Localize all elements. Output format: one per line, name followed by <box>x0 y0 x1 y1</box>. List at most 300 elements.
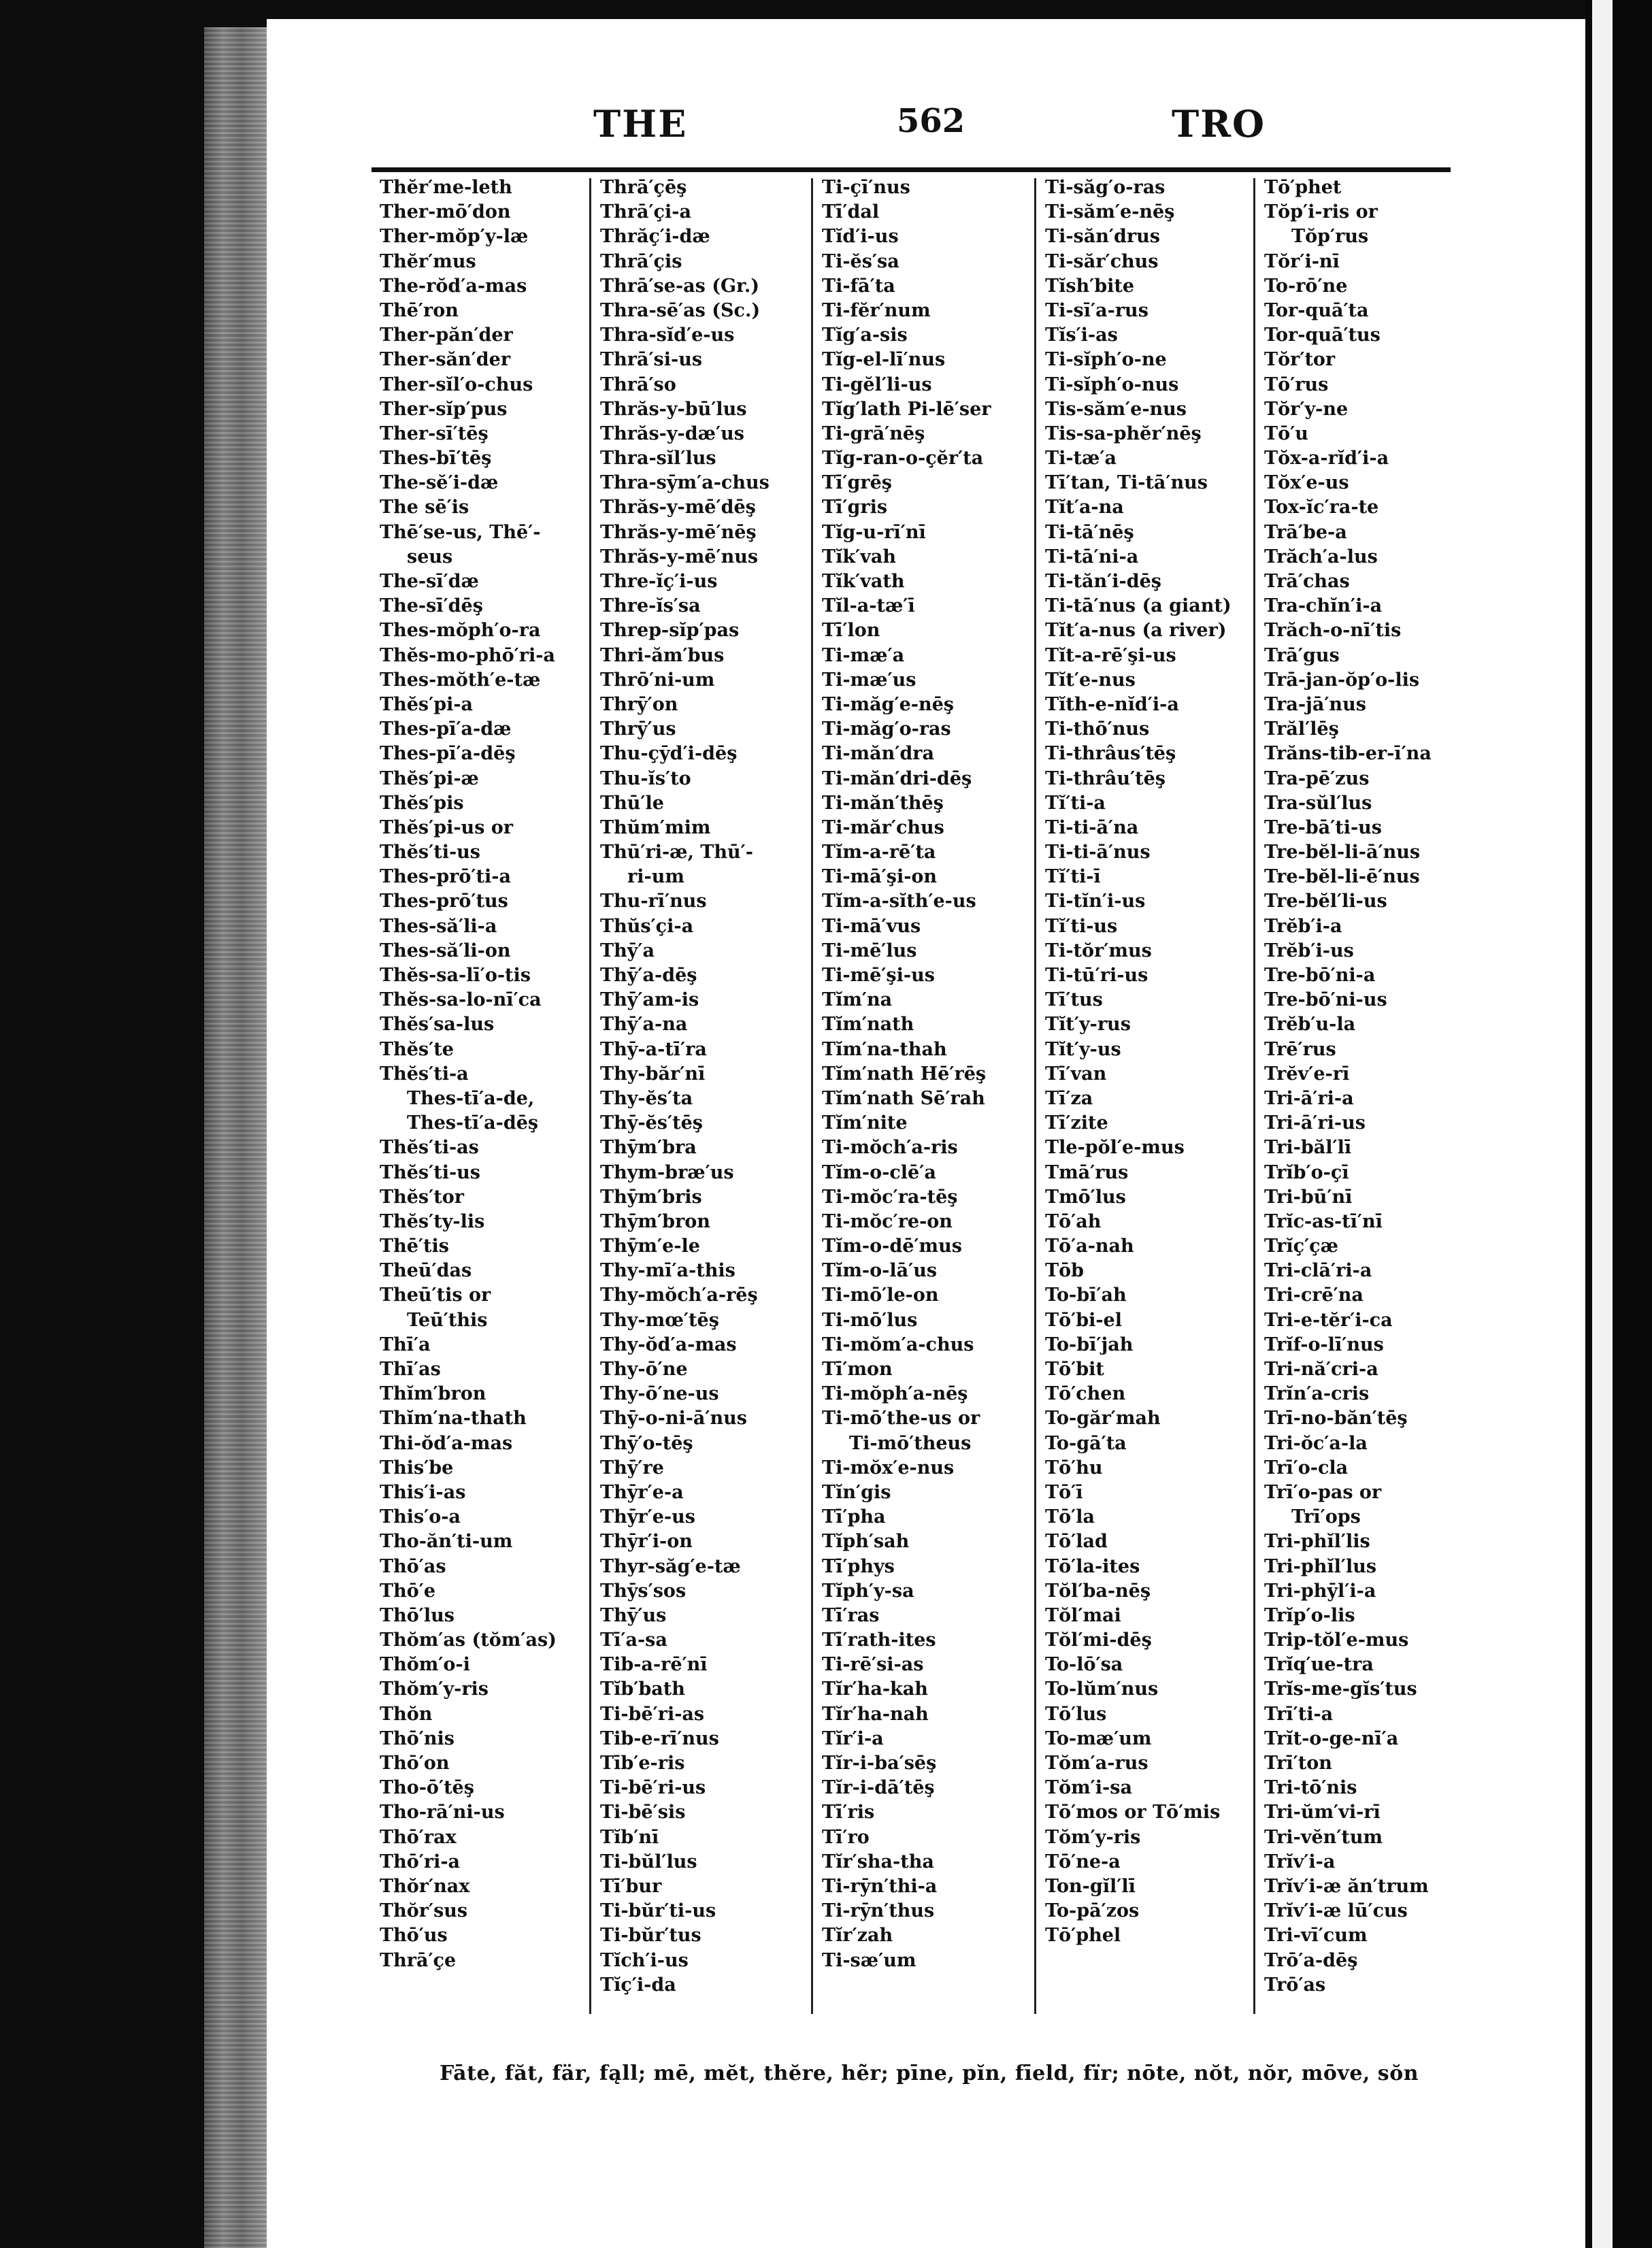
dictionary-entry: Tŏl′ba-nēş <box>1045 1580 1151 1602</box>
dictionary-entry: Ti-bē′ri-as <box>600 1703 705 1725</box>
dictionary-entry: Thyr-săg′e-tæ <box>600 1555 741 1577</box>
dictionary-entry: Thĕr′me-leth <box>380 177 512 198</box>
right-guide-word: TRO <box>1172 102 1266 146</box>
dictionary-entry: Tĭk′vath <box>822 571 905 592</box>
dictionary-entry: Ti-săg′o-ras <box>1045 177 1166 198</box>
dictionary-entry: Tō′phet <box>1264 177 1342 198</box>
dictionary-entry: Trĕb′u-la <box>1264 1014 1356 1036</box>
dictionary-entry: Tī′grēş <box>822 472 892 494</box>
dictionary-entry: Ther-mŏp′y-læ <box>380 226 529 248</box>
dictionary-entry: Tor-quā′ta <box>1264 299 1369 321</box>
dictionary-entry: Tor-quā′tus <box>1264 325 1381 346</box>
dictionary-entry: Tŏp′i-ris or <box>1264 201 1378 223</box>
dictionary-entry: Tī′mon <box>822 1359 893 1380</box>
dictionary-entry: Ti-măn′dri-dēş <box>822 767 972 789</box>
dictionary-entry: Tŏl′mai <box>1045 1604 1121 1626</box>
dictionary-entry: Thȳm′bron <box>600 1210 710 1232</box>
dictionary-entry: Thȳ′a-na <box>600 1014 688 1036</box>
dictionary-entry: Thȳ-ĕs′tēş <box>600 1112 703 1134</box>
dictionary-entry: Thre-ĭç′i-us <box>600 571 718 592</box>
dictionary-entry: Tra-pē′zus <box>1264 767 1370 789</box>
dictionary-entry: Tri-phȳl′i-a <box>1264 1580 1376 1602</box>
dictionary-entry: Trĕb′i-us <box>1264 940 1354 961</box>
dictionary-entry: Thĕs′sa-lus <box>380 1014 495 1036</box>
dictionary-entry: Thȳ′a-dēş <box>600 965 697 986</box>
dictionary-entry: Tib-e-rī′nus <box>600 1728 719 1749</box>
dictionary-entry: Thrā′çi-a <box>600 201 691 223</box>
dictionary-entry: Ther-săn′der <box>380 349 511 371</box>
dictionary-entry: Ti-bŭl′lus <box>600 1851 697 1872</box>
dictionary-entry: Thŭm′mim <box>600 816 711 838</box>
dictionary-entry: Thu-çȳd′i-dēş <box>600 743 738 765</box>
dictionary-entry: Thȳr′e-us <box>600 1506 695 1528</box>
entry-column-2 <box>600 176 770 1998</box>
dictionary-entry: Tri-ā′ri-us <box>1264 1112 1366 1134</box>
dictionary-entry: Ti-rē′si-as <box>822 1654 924 1676</box>
dictionary-entry: Theū′das <box>380 1260 472 1282</box>
dictionary-entry: Tra-sŭl′lus <box>1264 792 1372 814</box>
dictionary-entry: This′i-as <box>380 1481 466 1503</box>
dictionary-entry: Ti-mæ′us <box>822 669 916 691</box>
dictionary-entry: Thō′as <box>380 1555 446 1577</box>
dictionary-entry: Thra-sē′as (Sc.) <box>600 299 761 321</box>
dictionary-entry: Tĭr′ha-kah <box>822 1679 928 1700</box>
dictionary-entry: Trăl′lēş <box>1264 718 1339 740</box>
dictionary-entry: Thy-băr′nī <box>600 1063 706 1085</box>
dictionary-entry: Trī′o-cla <box>1264 1457 1349 1478</box>
dictionary-entry: Trĭs-me-gĭs′tus <box>1264 1679 1417 1700</box>
dictionary-entry: Tĭt′a-nus (a river) <box>1045 620 1227 642</box>
dictionary-entry: Tī′ro <box>822 1826 870 1848</box>
dictionary-entry: Tĭç′i-da <box>600 1974 676 1996</box>
dictionary-entry: Ti-gĕl′li-us <box>822 374 932 395</box>
dictionary-entry: Tre-bō′ni-us <box>1264 989 1387 1011</box>
dictionary-entry: Tre-bā′ti-us <box>1264 816 1382 838</box>
dictionary-entry: Tri-phĭl′lus <box>1264 1555 1377 1577</box>
dictionary-entry: Ti-rȳn′thi-a <box>822 1875 938 1897</box>
dictionary-entry: Thrȳ′us <box>600 718 676 740</box>
dictionary-entry: Ti-sæ′um <box>822 1949 916 1971</box>
dictionary-entry: Tī′rath-ites <box>822 1630 936 1651</box>
dictionary-entry: Thes-pī′a-dēş <box>380 743 516 765</box>
dictionary-entry: ri-um <box>627 866 684 888</box>
dictionary-entry: Tri-tō′nis <box>1264 1777 1357 1799</box>
dictionary-entry: Tri-ā′ri-a <box>1264 1087 1354 1109</box>
dictionary-entry: Thē′se-us, Thē′- <box>380 521 541 543</box>
dictionary-entry: Thĕs′tor <box>380 1186 464 1208</box>
dictionary-entry: Ti-săr′chus <box>1045 250 1159 272</box>
dictionary-entry: Tĭr-i-ba′sēş <box>822 1753 937 1774</box>
dictionary-entry: Thes-să′li-a <box>380 915 497 937</box>
dictionary-entry: Ti-tŏr′mus <box>1045 940 1152 961</box>
dictionary-entry: Tī′gris <box>822 497 888 518</box>
dictionary-entry: Thrō′ni-um <box>600 669 715 691</box>
dictionary-entry: Tŏx-a-rĭd′i-a <box>1264 448 1389 469</box>
dictionary-entry: Thy-ō′ne <box>600 1359 688 1380</box>
dictionary-entry: Tŏm′i-sa <box>1045 1777 1132 1799</box>
dictionary-entry: Theū′tis or <box>380 1285 491 1306</box>
dictionary-entry: Trē′rus <box>1264 1038 1336 1060</box>
dictionary-entry: Tra-jā′nus <box>1264 693 1366 715</box>
dictionary-entry: Tho-rā′ni-us <box>380 1802 505 1823</box>
dictionary-entry: Trăch′a-lus <box>1264 546 1378 567</box>
dictionary-entry: Thȳ′o-tēş <box>600 1432 693 1454</box>
dictionary-entry: Tĭt′a-na <box>1045 497 1124 518</box>
dictionary-entry: Thes-bī′tēş <box>380 448 492 469</box>
dictionary-entry: Tō′la-ites <box>1045 1555 1140 1577</box>
dictionary-entry: Thĕs′ti-us <box>380 1161 480 1183</box>
column-divider <box>589 178 591 2014</box>
dictionary-entry: Thĕr′mus <box>380 250 476 272</box>
dictionary-entry: Thy-ō′ne-us <box>600 1383 719 1405</box>
dictionary-entry: Trā′be-a <box>1264 521 1347 543</box>
dictionary-entry: Trĭc-as-tī′nī <box>1264 1210 1383 1232</box>
dictionary-entry: The-sī′dæ <box>380 571 479 592</box>
dictionary-entry: Tĭ′ti-a <box>1045 792 1106 814</box>
dictionary-entry: Thȳ′re <box>600 1457 664 1478</box>
dictionary-entry: Tri-clā′ri-a <box>1264 1260 1372 1282</box>
dictionary-entry: Ti-mŏc′ra-tēş <box>822 1186 958 1208</box>
dictionary-entry: Tĭph′y-sa <box>822 1580 914 1602</box>
dictionary-entry: Thra-sĭd′e-us <box>600 325 735 346</box>
dictionary-entry: Tĭr′sha-tha <box>822 1851 934 1872</box>
dictionary-entry: Thŏm′y-ris <box>380 1679 489 1700</box>
dictionary-entry: Trĭf-o-lī′nus <box>1264 1334 1384 1355</box>
dictionary-entry: Thrā′çēş <box>600 177 687 198</box>
dictionary-entry: Tĭb′bath <box>600 1679 685 1700</box>
dictionary-entry: Tĭs′i-as <box>1045 325 1118 346</box>
dictionary-entry: Tri-crē′na <box>1264 1285 1364 1306</box>
dictionary-entry: Tib-a-rē′nī <box>600 1654 708 1676</box>
dictionary-entry: Tī′bur <box>600 1875 662 1897</box>
column-divider <box>811 178 813 2014</box>
dictionary-entry: Tra-chĭn′i-a <box>1264 595 1383 617</box>
dictionary-entry: Tĭm′nite <box>822 1112 908 1134</box>
dictionary-entry: Tō′lus <box>1045 1703 1107 1725</box>
dictionary-entry: Tĭm′nath <box>822 1014 914 1036</box>
dictionary-entry: Tĭm′na <box>822 989 893 1011</box>
dictionary-entry: Tĭt′e-nus <box>1045 669 1136 691</box>
dictionary-entry: Thrā′se-as (Gr.) <box>600 275 759 297</box>
dictionary-entry: Ther-păn′der <box>380 325 513 346</box>
dictionary-entry: Thrăç′i-dæ <box>600 226 710 248</box>
dictionary-entry: Thu-ĭs′to <box>600 767 691 789</box>
column-divider <box>1253 178 1255 2014</box>
dictionary-entry: Tmō′lus <box>1045 1186 1126 1208</box>
dictionary-entry: Thī′a <box>380 1334 431 1355</box>
dictionary-entry: Trĭv′i-a <box>1264 1851 1336 1872</box>
dictionary-entry: Trī′ops <box>1291 1506 1361 1528</box>
dictionary-entry: Thŏn <box>380 1703 433 1725</box>
dictionary-entry: Tĭg-ran-o-çĕr′ta <box>822 448 984 469</box>
dictionary-entry: Tŏr′tor <box>1264 349 1336 371</box>
dictionary-entry: The sē′is <box>380 497 469 518</box>
dictionary-entry: To-gā′ta <box>1045 1432 1127 1454</box>
dictionary-entry: Thŏm′o-i <box>380 1654 470 1676</box>
dictionary-entry: Thym-bræ′us <box>600 1161 734 1183</box>
dictionary-entry: Thĕs′ty-lis <box>380 1210 485 1232</box>
dictionary-entry: Tĭk′vah <box>822 546 896 567</box>
dictionary-entry: Thes-tī′a-dēş <box>407 1112 539 1134</box>
dictionary-entry: To-lō′sa <box>1045 1654 1123 1676</box>
dictionary-entry: Thes-prō′tus <box>380 891 508 912</box>
dictionary-entry: Thŏm′as (tŏm′as) <box>380 1630 557 1651</box>
dictionary-entry: Ti-bē′ri-us <box>600 1777 706 1799</box>
dictionary-entry: Tĭg′a-sis <box>822 325 908 346</box>
dictionary-entry: Tĭ′ti-us <box>1045 915 1118 937</box>
dictionary-entry: Tō′phel <box>1045 1925 1121 1947</box>
dictionary-entry: Ti-săm′e-nēş <box>1045 201 1175 223</box>
dictionary-entry: Tŏr′y-ne <box>1264 398 1349 420</box>
dictionary-entry: Ti-mō′le-on <box>822 1285 939 1306</box>
dictionary-entry: Tō′ah <box>1045 1210 1102 1232</box>
dictionary-entry: Tĭt-a-rē′şi-us <box>1045 644 1176 666</box>
dictionary-entry: Tri-nă′cri-a <box>1264 1359 1378 1380</box>
dictionary-entry: Ti-thrâu′tēş <box>1045 767 1166 789</box>
dictionary-entry: Ti-mē′şi-us <box>822 965 935 986</box>
dictionary-entry: Ti-mŏph′a-nēş <box>822 1383 968 1405</box>
dictionary-entry: Ti-bŭr′ti-us <box>600 1900 716 1922</box>
dictionary-entry: Thū′ri-æ, Thū′- <box>600 842 753 863</box>
dictionary-entry: Ti-săn′drus <box>1045 226 1160 248</box>
dictionary-entry: Ti-tā′ni-a <box>1045 546 1139 567</box>
dictionary-entry: Ti-mŏch′a-ris <box>822 1137 958 1159</box>
dictionary-entry: Tĭch′i-us <box>600 1949 689 1971</box>
dictionary-entry: Ton-gĭl′lī <box>1045 1875 1136 1897</box>
dictionary-entry: To-bī′jah <box>1045 1334 1134 1355</box>
dictionary-entry: Tō′la <box>1045 1506 1095 1528</box>
adjacent-page-edge <box>1592 0 1613 2248</box>
dictionary-entry: Ti-mā′vus <box>822 915 921 937</box>
dictionary-entry: Trā-jan-ŏp′o-lis <box>1264 669 1420 691</box>
dictionary-entry: Tī′tus <box>1045 989 1103 1011</box>
dictionary-entry: Thrăs-y-mē′nēş <box>600 521 757 543</box>
dictionary-entry: Tī′tan, Ti-tā′nus <box>1045 472 1208 494</box>
dictionary-entry: Tre-bĕl′li-us <box>1264 891 1387 912</box>
dictionary-entry: Thŭs′çi-a <box>600 915 694 937</box>
dictionary-entry: Tle-pŏl′e-mus <box>1045 1137 1185 1159</box>
dictionary-entry: Tmā′rus <box>1045 1161 1129 1183</box>
dictionary-entry: Ti-bē′sis <box>600 1802 686 1823</box>
dictionary-entry: Ti-mō′theus <box>849 1432 972 1454</box>
dictionary-entry: Thĕs-mo-phō′ri-a <box>380 644 555 666</box>
dictionary-entry: Tho-ăn′ti-um <box>380 1531 513 1553</box>
dictionary-entry: Tŏm′a-rus <box>1045 1753 1149 1774</box>
dictionary-entry: Threp-sĭp′pas <box>600 620 740 642</box>
dictionary-entry: Tri-ŭm′vi-rī <box>1264 1802 1381 1823</box>
dictionary-entry: Thȳs′sos <box>600 1580 687 1602</box>
dictionary-entry: Tĭr′i-a <box>822 1728 884 1749</box>
dictionary-entry: Trĭv′i-æ lū′cus <box>1264 1900 1408 1922</box>
dictionary-entry: Trĭt-o-ge-nī′a <box>1264 1728 1399 1749</box>
dictionary-entry: Trā′chas <box>1264 571 1350 592</box>
dictionary-entry: Ther-mō′don <box>380 201 511 223</box>
dictionary-entry: Tĭt′y-rus <box>1045 1014 1131 1036</box>
dictionary-entry: Thō′ri-a <box>380 1851 461 1872</box>
dictionary-entry: Thō′us <box>380 1925 448 1947</box>
dictionary-entry: Tox-ĭc′ra-te <box>1264 497 1379 518</box>
dictionary-entry: Thes-să′li-on <box>380 940 511 961</box>
entry-column-3 <box>822 176 991 1973</box>
dictionary-entry: Thȳ-o-ni-ā′nus <box>600 1408 747 1429</box>
dictionary-entry: Thrā′çe <box>380 1949 457 1971</box>
dictionary-entry: Tīb′e-ris <box>600 1753 685 1774</box>
dictionary-entry: Tĭth-e-nĭd′i-a <box>1045 693 1179 715</box>
dictionary-entry: To-bī′ah <box>1045 1285 1127 1306</box>
dictionary-entry: Thĕs′pis <box>380 792 464 814</box>
dictionary-entry: Ti-ti-ā′na <box>1045 816 1139 838</box>
dictionary-entry: Thes-prō′ti-a <box>380 866 511 888</box>
dictionary-entry: Tō′u <box>1264 423 1308 444</box>
dictionary-entry: Ti-măn′thēş <box>822 792 944 814</box>
dictionary-entry: Tĭr′ha-nah <box>822 1703 929 1725</box>
dictionary-entry: Tŏx′e-us <box>1264 472 1349 494</box>
dictionary-entry: Trō′a-dēş <box>1264 1949 1358 1971</box>
entry-column-5 <box>1264 176 1432 1998</box>
dictionary-entry: Trip-tŏl′e-mus <box>1264 1630 1409 1651</box>
dictionary-entry: Thō′on <box>380 1753 450 1774</box>
dictionary-entry: Thes-pī′a-dæ <box>380 718 512 740</box>
dictionary-entry: Tŏp′rus <box>1291 226 1369 248</box>
dictionary-entry: Ti-çī′nus <box>822 177 910 198</box>
dictionary-entry: Tis-sa-phĕr′nēş <box>1045 423 1202 444</box>
dictionary-entry: To-pā′zos <box>1045 1900 1140 1922</box>
dictionary-entry: Thȳr′e-a <box>600 1481 684 1503</box>
dictionary-entry: Tŏl′mi-dēş <box>1045 1630 1152 1651</box>
column-divider <box>1034 178 1036 2014</box>
dictionary-entry: Tri-e-tĕr′i-ca <box>1264 1309 1393 1331</box>
dictionary-entry: Tre-bĕl-li-ē′nus <box>1264 866 1420 888</box>
dictionary-entry: Tī′ris <box>822 1802 875 1823</box>
dictionary-entry: Tī′ras <box>822 1604 880 1626</box>
dictionary-entry: Tĭn′gis <box>822 1481 891 1503</box>
dictionary-entry: Ti-mā′şi-on <box>822 866 938 888</box>
dictionary-entry: Trī′ton <box>1264 1753 1332 1774</box>
dictionary-entry: Tri-băl′lī <box>1264 1137 1352 1159</box>
dictionary-entry: Thī′as <box>380 1359 441 1380</box>
dictionary-entry: Tre-bō′ni-a <box>1264 965 1376 986</box>
dictionary-entry: Thrā′so <box>600 374 676 395</box>
dictionary-entry: To-rō′ne <box>1264 275 1348 297</box>
dictionary-entry: Thū′le <box>600 792 664 814</box>
dictionary-entry: To-găr′mah <box>1045 1408 1161 1429</box>
dictionary-entry: This′o-a <box>380 1506 461 1528</box>
dictionary-entry: Tī′lon <box>822 620 880 642</box>
dictionary-entry: To-mæ′um <box>1045 1728 1152 1749</box>
dictionary-entry: Trăns-tib-er-ī′na <box>1264 743 1432 765</box>
entry-column-4 <box>1045 176 1232 1949</box>
dictionary-entry: Thy-ŏd′a-mas <box>600 1334 737 1355</box>
dictionary-entry: Thri-ăm′bus <box>600 644 725 666</box>
dictionary-entry: Ti-rȳn′thus <box>822 1900 935 1922</box>
dictionary-entry: Ti-mē′lus <box>822 940 917 961</box>
dictionary-entry: Tō′bit <box>1045 1359 1104 1380</box>
dictionary-entry: Tri-phĭl′lis <box>1264 1531 1370 1553</box>
dictionary-entry: Thy-mŏch′a-rēş <box>600 1285 758 1306</box>
dictionary-entry: Thre-ĭs′sa <box>600 595 701 617</box>
dictionary-entry: Tri-vĕn′tum <box>1264 1826 1383 1848</box>
dictionary-entry: Thȳm′e-le <box>600 1236 700 1257</box>
dictionary-entry: Tis-săm′e-nus <box>1045 398 1187 420</box>
dictionary-entry: Tĭm′na-thah <box>822 1038 947 1060</box>
dictionary-entry: Tō′bi-el <box>1045 1309 1122 1331</box>
dictionary-entry: Tĭsh′bite <box>1045 275 1135 297</box>
dictionary-entry: Thĕs′pi-us or <box>380 816 514 838</box>
dictionary-entry: Ti-măr′chus <box>822 816 944 838</box>
dictionary-entry: Thȳ′us <box>600 1604 667 1626</box>
dictionary-entry: Tī′a-sa <box>600 1630 667 1651</box>
dictionary-entry: Tho-ō′tēş <box>380 1777 474 1799</box>
dictionary-entry: Thō′e <box>380 1580 436 1602</box>
dictionary-entry: Tŏr′i-nī <box>1264 250 1340 272</box>
dictionary-entry: Tĭd′i-us <box>822 226 899 248</box>
header-rule <box>371 167 1451 172</box>
dictionary-entry: Ti-măg′e-nēş <box>822 693 955 715</box>
dictionary-entry: Thē′ron <box>380 299 459 321</box>
dictionary-entry: Thrā′si-us <box>600 349 703 371</box>
dictionary-entry: The-rŏd′a-mas <box>380 275 527 297</box>
dictionary-entry: Ti-tĭn′i-us <box>1045 891 1146 912</box>
dictionary-entry: Thĭm′bron <box>380 1383 486 1405</box>
dictionary-entry: Ti-mŏx′e-nus <box>822 1457 955 1478</box>
dictionary-entry: Thō′lus <box>380 1604 455 1626</box>
dictionary-entry: Ti-ti-ā′nus <box>1045 842 1151 863</box>
dictionary-entry: Ti-thō′nus <box>1045 718 1150 740</box>
dictionary-entry: Ther-sĭl′o-chus <box>380 374 533 395</box>
dictionary-entry: Tĭm′nath Sē′rah <box>822 1087 985 1109</box>
dictionary-entry: Tĭm-o-lā′us <box>822 1260 938 1282</box>
dictionary-entry: Ti-măg′o-ras <box>822 718 951 740</box>
dictionary-entry: Tō′lad <box>1045 1531 1108 1553</box>
dictionary-entry: Tŏm′y-ris <box>1045 1826 1141 1848</box>
dictionary-entry: Tō′a-nah <box>1045 1236 1134 1257</box>
dictionary-entry: Teū′this <box>407 1309 488 1331</box>
dictionary-entry: Tĭr′zah <box>822 1925 893 1947</box>
dictionary-entry: Thȳ-a-tī′ra <box>600 1038 707 1060</box>
dictionary-entry: Thō′rax <box>380 1826 457 1848</box>
dictionary-entry: Ther-sĭp′pus <box>380 398 508 420</box>
dictionary-entry: Thĕs′pi-æ <box>380 767 479 789</box>
dictionary-entry: Trĕv′e-rī <box>1264 1063 1350 1085</box>
dictionary-entry: Ther-sī′tēş <box>380 423 489 444</box>
dictionary-entry: Ti-bŭr′tus <box>600 1925 701 1947</box>
page-number: 562 <box>897 102 965 140</box>
dictionary-entry: Thrā′çis <box>600 250 682 272</box>
dictionary-entry: Thĕs′te <box>380 1038 454 1060</box>
dictionary-entry: Thrăs-y-dæ′us <box>600 423 744 444</box>
left-guide-word: THE <box>593 102 688 146</box>
dictionary-entry: Thĕs′pi-a <box>380 693 474 715</box>
dictionary-entry: Tri-vī′cum <box>1264 1925 1368 1947</box>
dictionary-entry: Ti-mō′lus <box>822 1309 918 1331</box>
dictionary-entry: Ti-fā′ta <box>822 275 895 297</box>
dictionary-entry: Tĭm-a-sĭth′e-us <box>822 891 976 912</box>
dictionary-entry: Trĭç′çæ <box>1264 1236 1338 1257</box>
dictionary-entry: Ti-sī′a-rus <box>1045 299 1149 321</box>
dictionary-entry: Thrăs-y-mē′dēş <box>600 497 756 518</box>
dictionary-entry: Trĭn′a-cris <box>1264 1383 1370 1405</box>
dictionary-entry: Ti-grā′nēş <box>822 423 925 444</box>
dictionary-entry: Tī′phys <box>822 1555 895 1577</box>
dictionary-entry: Tī′dal <box>822 201 880 223</box>
dictionary-entry: Tō′mos or Tō′mis <box>1045 1802 1221 1823</box>
dictionary-entry: Tĭm′nath Hē′rēş <box>822 1063 987 1085</box>
dictionary-entry: Tĭm-a-rē′ta <box>822 842 936 863</box>
dictionary-entry: Tī′zite <box>1045 1112 1108 1134</box>
dictionary-entry: Thu-rī′nus <box>600 891 707 912</box>
dictionary-entry: Tī′za <box>1045 1087 1093 1109</box>
dictionary-entry: Tri-bū′nī <box>1264 1186 1353 1208</box>
